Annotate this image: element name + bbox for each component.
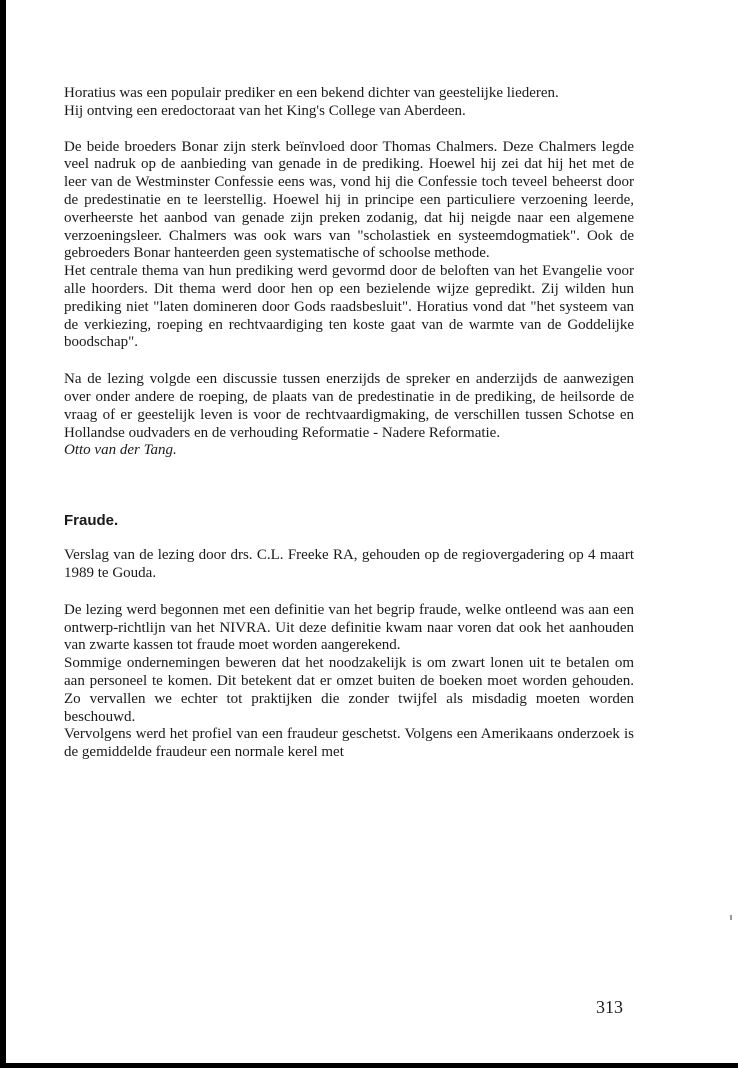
scan-speck [730,915,732,920]
section-heading: Fraude. [64,512,119,530]
paragraph: Vervolgens werd het profiel van een fraudeur geschetst. Volgens een Amerikaans onderzoek is de gemiddelde fraudeur een normale kerel met [64,726,634,761]
signature: Otto van der Tang. [64,442,177,459]
paragraph: Horatius was een populair prediker en een bekend dichter van geestelijke liederen. [64,85,559,101]
paragraph: Sommige ondernemingen beweren dat het noodzakelijk is om zwart lonen uit te betalen om aan personeel te komen. Dit betekent dat er omzet buiten de boeken moet worden gehouden. Zo vervallen we echter tot praktijken die zonder twijfel als misdadig moeten worden beschouwd. [64,655,634,725]
section-fraude [64,547,634,762]
section-bonar [64,85,634,460]
page-content [64,85,634,762]
paragraph: Na de lezing volgde een discussie tussen enerzijds de spreker en anderzijds de aanwezigen over onder andere de roeping, de plaats van de predestinatie in de prediking, de heilsorde de vraag of er geestelijk leven is voor de rechtvaardigmaking, de verschillen tussen Schotse en Hollandse oudvaders en de verhouding Reformatie - Nadere Reformatie. [64,371,634,441]
paragraph: Hij ontving een eredoctoraat van het King's College van Aberdeen. [64,102,466,119]
paragraph: Verslag van de lezing door drs. C.L. Freeke RA, gehouden op de regiovergadering op 4 maart 1989 te Gouda. [64,547,634,581]
page-number: 313 [596,997,623,1017]
paragraph: Het centrale thema van hun prediking werd gevormd door de beloften van het Evangelie voor alle hoorders. Dit thema werd door hen op een bezielende wijze gepredikt. Zij wilden hun prediking niet "laten domineren door Gods raadsbesluit". Horatius vond dat "het systeem van de verkiezing, roeping en rechtvaardiging ten koste gaat van de warmte van de Goddelijke boodschap". [64,263,634,351]
paragraph: De lezing werd begonnen met een definitie van het begrip fraude, welke ontleend was aan een ontwerp-richtlijn van het NIVRA. Uit deze definitie kwam naar voren dat ook het aanhouden van zwarte kassen tot fraude moet worden aangerekend. [64,601,634,654]
scan-bottom-edge [0,1063,738,1068]
scan-left-edge [0,0,6,1068]
paragraph: De beide broeders Bonar zijn sterk beïnvloed door Thomas Chalmers. Deze Chalmers legde veel nadruk op de aanbieding van genade in de prediking. Hoewel hij zei dat hij het met de leer van de Westminster Confessie eens was, vond hij die Confessie toch teveel beheerst door de predestinatie en te leerstellig. Hoewel hij in principe een particuliere verzoening leerde, overheerste het aanbod van genade zijn preken zodanig, dat hij neigde naar een algemene verzoeningsleer. Chalmers was ook wars van "scholastiek en systeemdogmatiek". Ook de gebroeders Bonar hanteerden geen systematische of schoolse methode. [64,138,634,262]
